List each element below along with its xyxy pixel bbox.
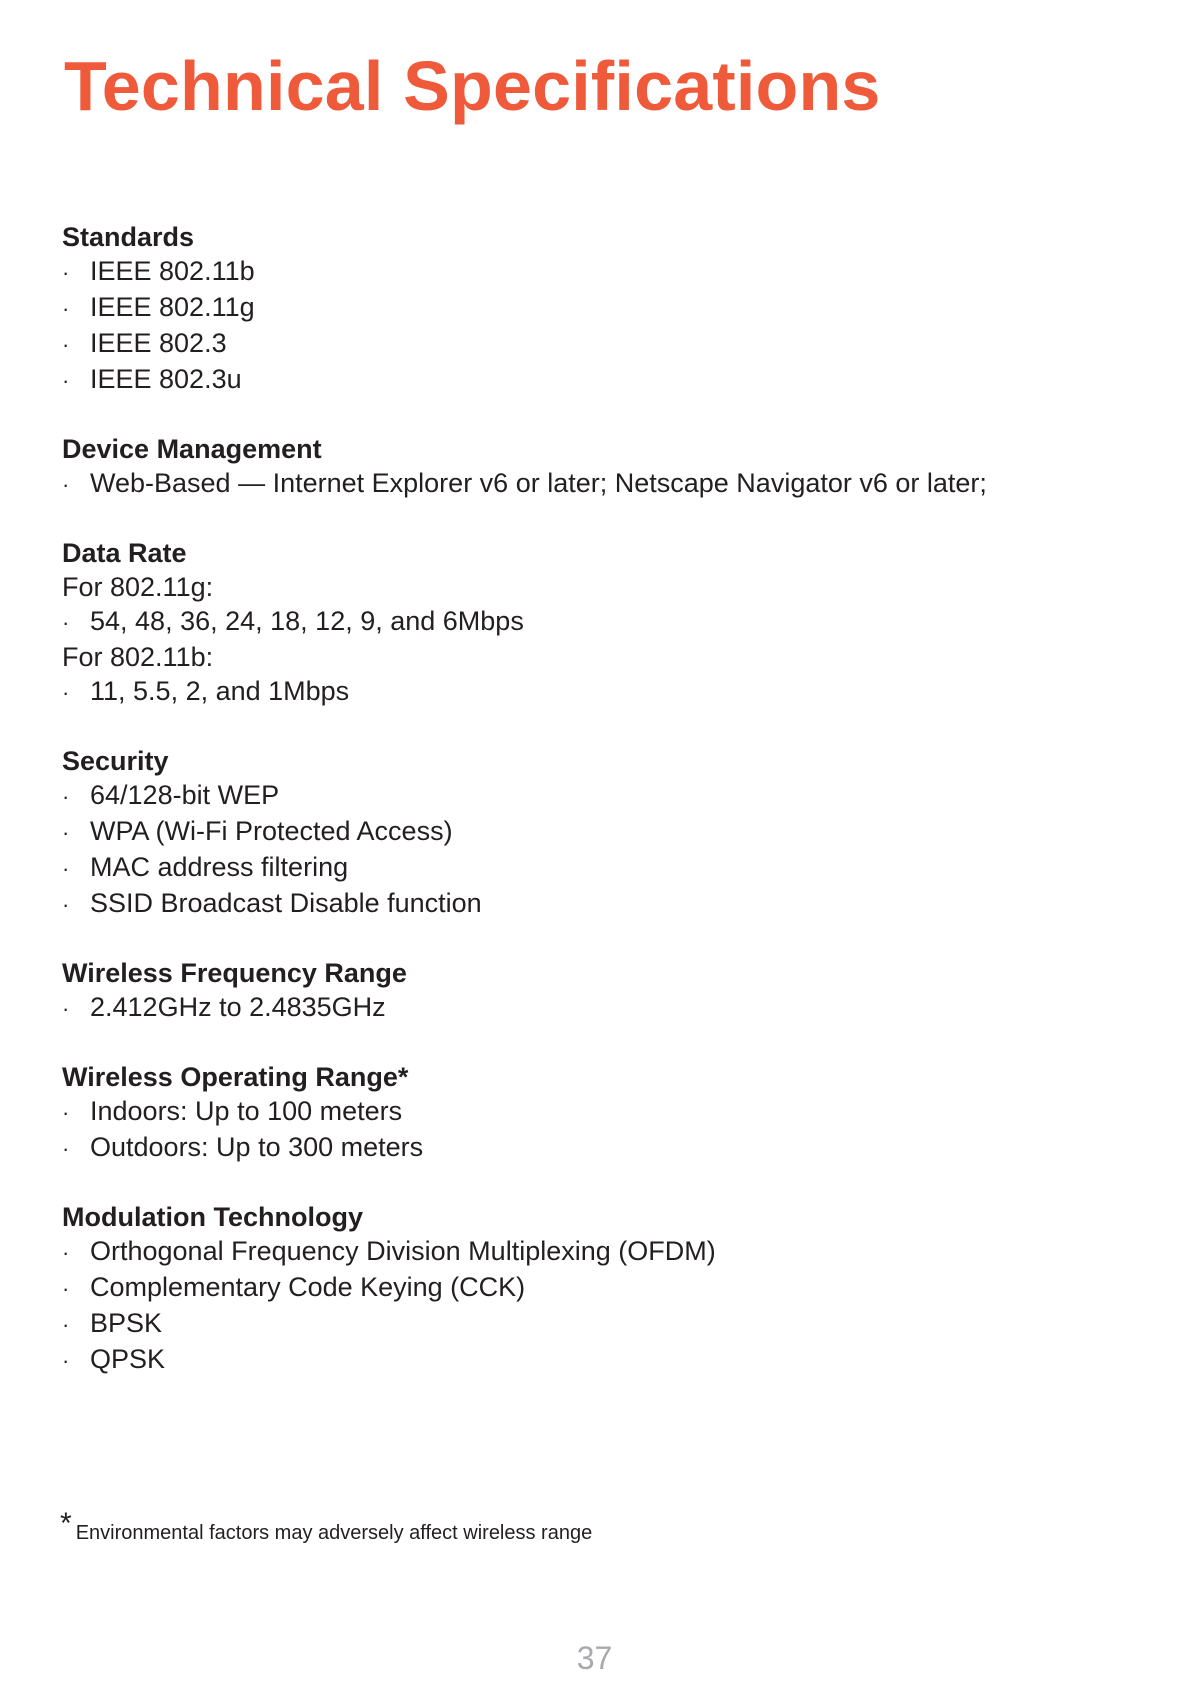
bullet-icon: · [62,472,70,497]
page-number: 37 [576,1640,613,1676]
bullet-icon: · [62,996,70,1021]
list-item: · Complementary Code Keying (CCK) [62,1270,1142,1306]
bullet-icon: · [62,856,70,881]
footnote [60,1507,593,1547]
subheading-80211g: For 802.11g: [62,572,214,602]
section-standards [62,220,1142,398]
bullet-icon: · [62,892,70,917]
list-item: · IEEE 802.3 [62,326,1142,362]
bullet-icon: · [62,610,70,635]
section-modulation-technology [62,1200,1142,1378]
list-item: · 54, 48, 36, 24, 18, 12, 9, and 6Mbps [62,604,1142,640]
bullet-icon: · [62,296,70,321]
bullet-icon: · [62,1312,70,1337]
section-heading: Device Management [62,434,322,464]
bullet-icon: · [62,1276,70,1301]
list-item: · IEEE 802.3u [62,362,1142,398]
list-item: · 11, 5.5, 2, and 1Mbps [62,674,1142,710]
specifications-list [62,220,1142,1412]
page-title: Technical Specifications [64,47,881,125]
bullet-icon: · [62,332,70,357]
list-item: · 64/128-bit WEP [62,778,1142,814]
section-security [62,744,1142,922]
list-item: · IEEE 802.11b [62,254,1142,290]
bullet-icon: · [62,680,70,705]
section-heading: Security [62,746,169,776]
bullet-icon: · [62,1100,70,1125]
bullet-icon: · [62,260,70,285]
bullet-icon: · [62,1348,70,1373]
list-item: · Outdoors: Up to 300 meters [62,1130,1142,1166]
section-heading: Modulation Technology [62,1202,363,1232]
list-item: · Orthogonal Frequency Division Multiplexing (OFDM) [62,1234,1142,1270]
subheading-80211b: For 802.11b: [62,642,214,672]
list-item: · MAC address filtering [62,850,1142,886]
list-item: · BPSK [62,1306,1142,1342]
section-heading: Wireless Frequency Range [62,958,407,988]
footnote-marker: * [60,1507,72,1540]
footnote-text: Environmental factors may adversely affect wireless range [75,1522,593,1544]
list-item: · 2.412GHz to 2.4835GHz [62,990,1142,1026]
bullet-icon: · [62,820,70,845]
list-item: · SSID Broadcast Disable function [62,886,1142,922]
bullet-icon: · [62,1240,70,1265]
list-item: · Indoors: Up to 100 meters [62,1094,1142,1130]
bullet-icon: · [62,1136,70,1161]
section-heading: Standards [62,222,195,252]
bullet-icon: · [62,368,70,393]
section-data-rate [62,536,1142,710]
list-item: · IEEE 802.11g [62,290,1142,326]
list-item: · WPA (Wi-Fi Protected Access) [62,814,1142,850]
section-heading: Data Rate [62,538,187,568]
section-heading: Wireless Operating Range* [62,1062,409,1092]
bullet-icon: · [62,784,70,809]
list-item: · QPSK [62,1342,1142,1378]
section-wireless-frequency-range [62,956,1142,1026]
section-device-management [62,432,1142,502]
list-item: · Web-Based — Internet Explorer v6 or later; Netscape Navigator v6 or later; [62,466,1142,502]
section-wireless-operating-range [62,1060,1142,1166]
